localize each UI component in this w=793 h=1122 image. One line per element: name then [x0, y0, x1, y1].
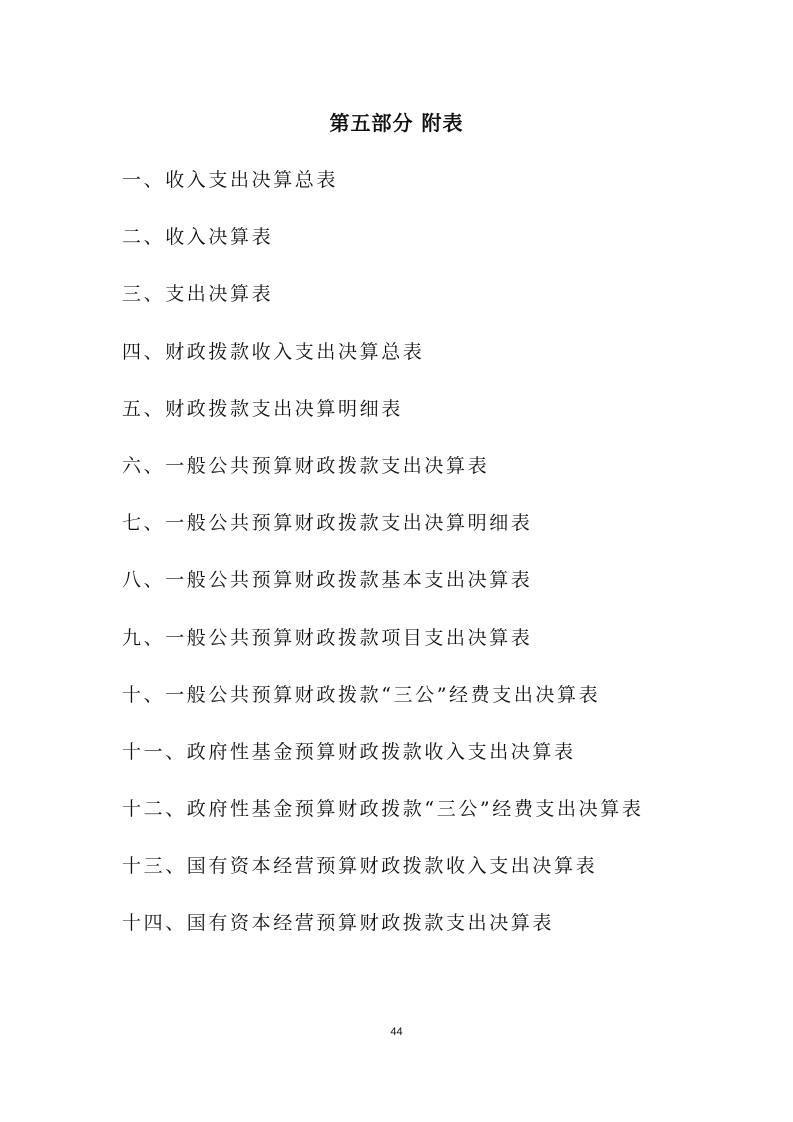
list-item: 五、财政拨款支出决算明细表: [122, 397, 403, 420]
list-item: 二、收入决算表: [122, 226, 274, 249]
list-item: 十二、政府性基金预算财政拨款“三公”经费支出决算表: [122, 798, 644, 821]
list-item: 七、一般公共预算财政拨款支出决算明细表: [122, 512, 533, 535]
list-item: 三、支出决算表: [122, 283, 274, 306]
list-item: 四、财政拨款收入支出决算总表: [122, 340, 425, 363]
list-item: 十四、国有资本经营预算财政拨款支出决算表: [122, 912, 555, 935]
list-item: 六、一般公共预算财政拨款支出决算表: [122, 454, 490, 477]
list-item: 一、收入支出决算总表: [122, 169, 339, 191]
list-item: 八、一般公共预算财政拨款基本支出决算表: [122, 569, 533, 592]
list-item: 十一、政府性基金预算财政拨款收入支出决算表: [122, 740, 576, 763]
page-number: 44: [390, 1026, 403, 1038]
list-item: 十三、国有资本经营预算财政拨款收入支出决算表: [122, 855, 598, 878]
appendix-table-list: [122, 164, 643, 965]
list-item: 九、一般公共预算财政拨款项目支出决算表: [122, 626, 533, 649]
page-title: 第五部分 附表: [329, 111, 464, 135]
list-item: 十、一般公共预算财政拨款“三公”经费支出决算表: [122, 683, 601, 706]
